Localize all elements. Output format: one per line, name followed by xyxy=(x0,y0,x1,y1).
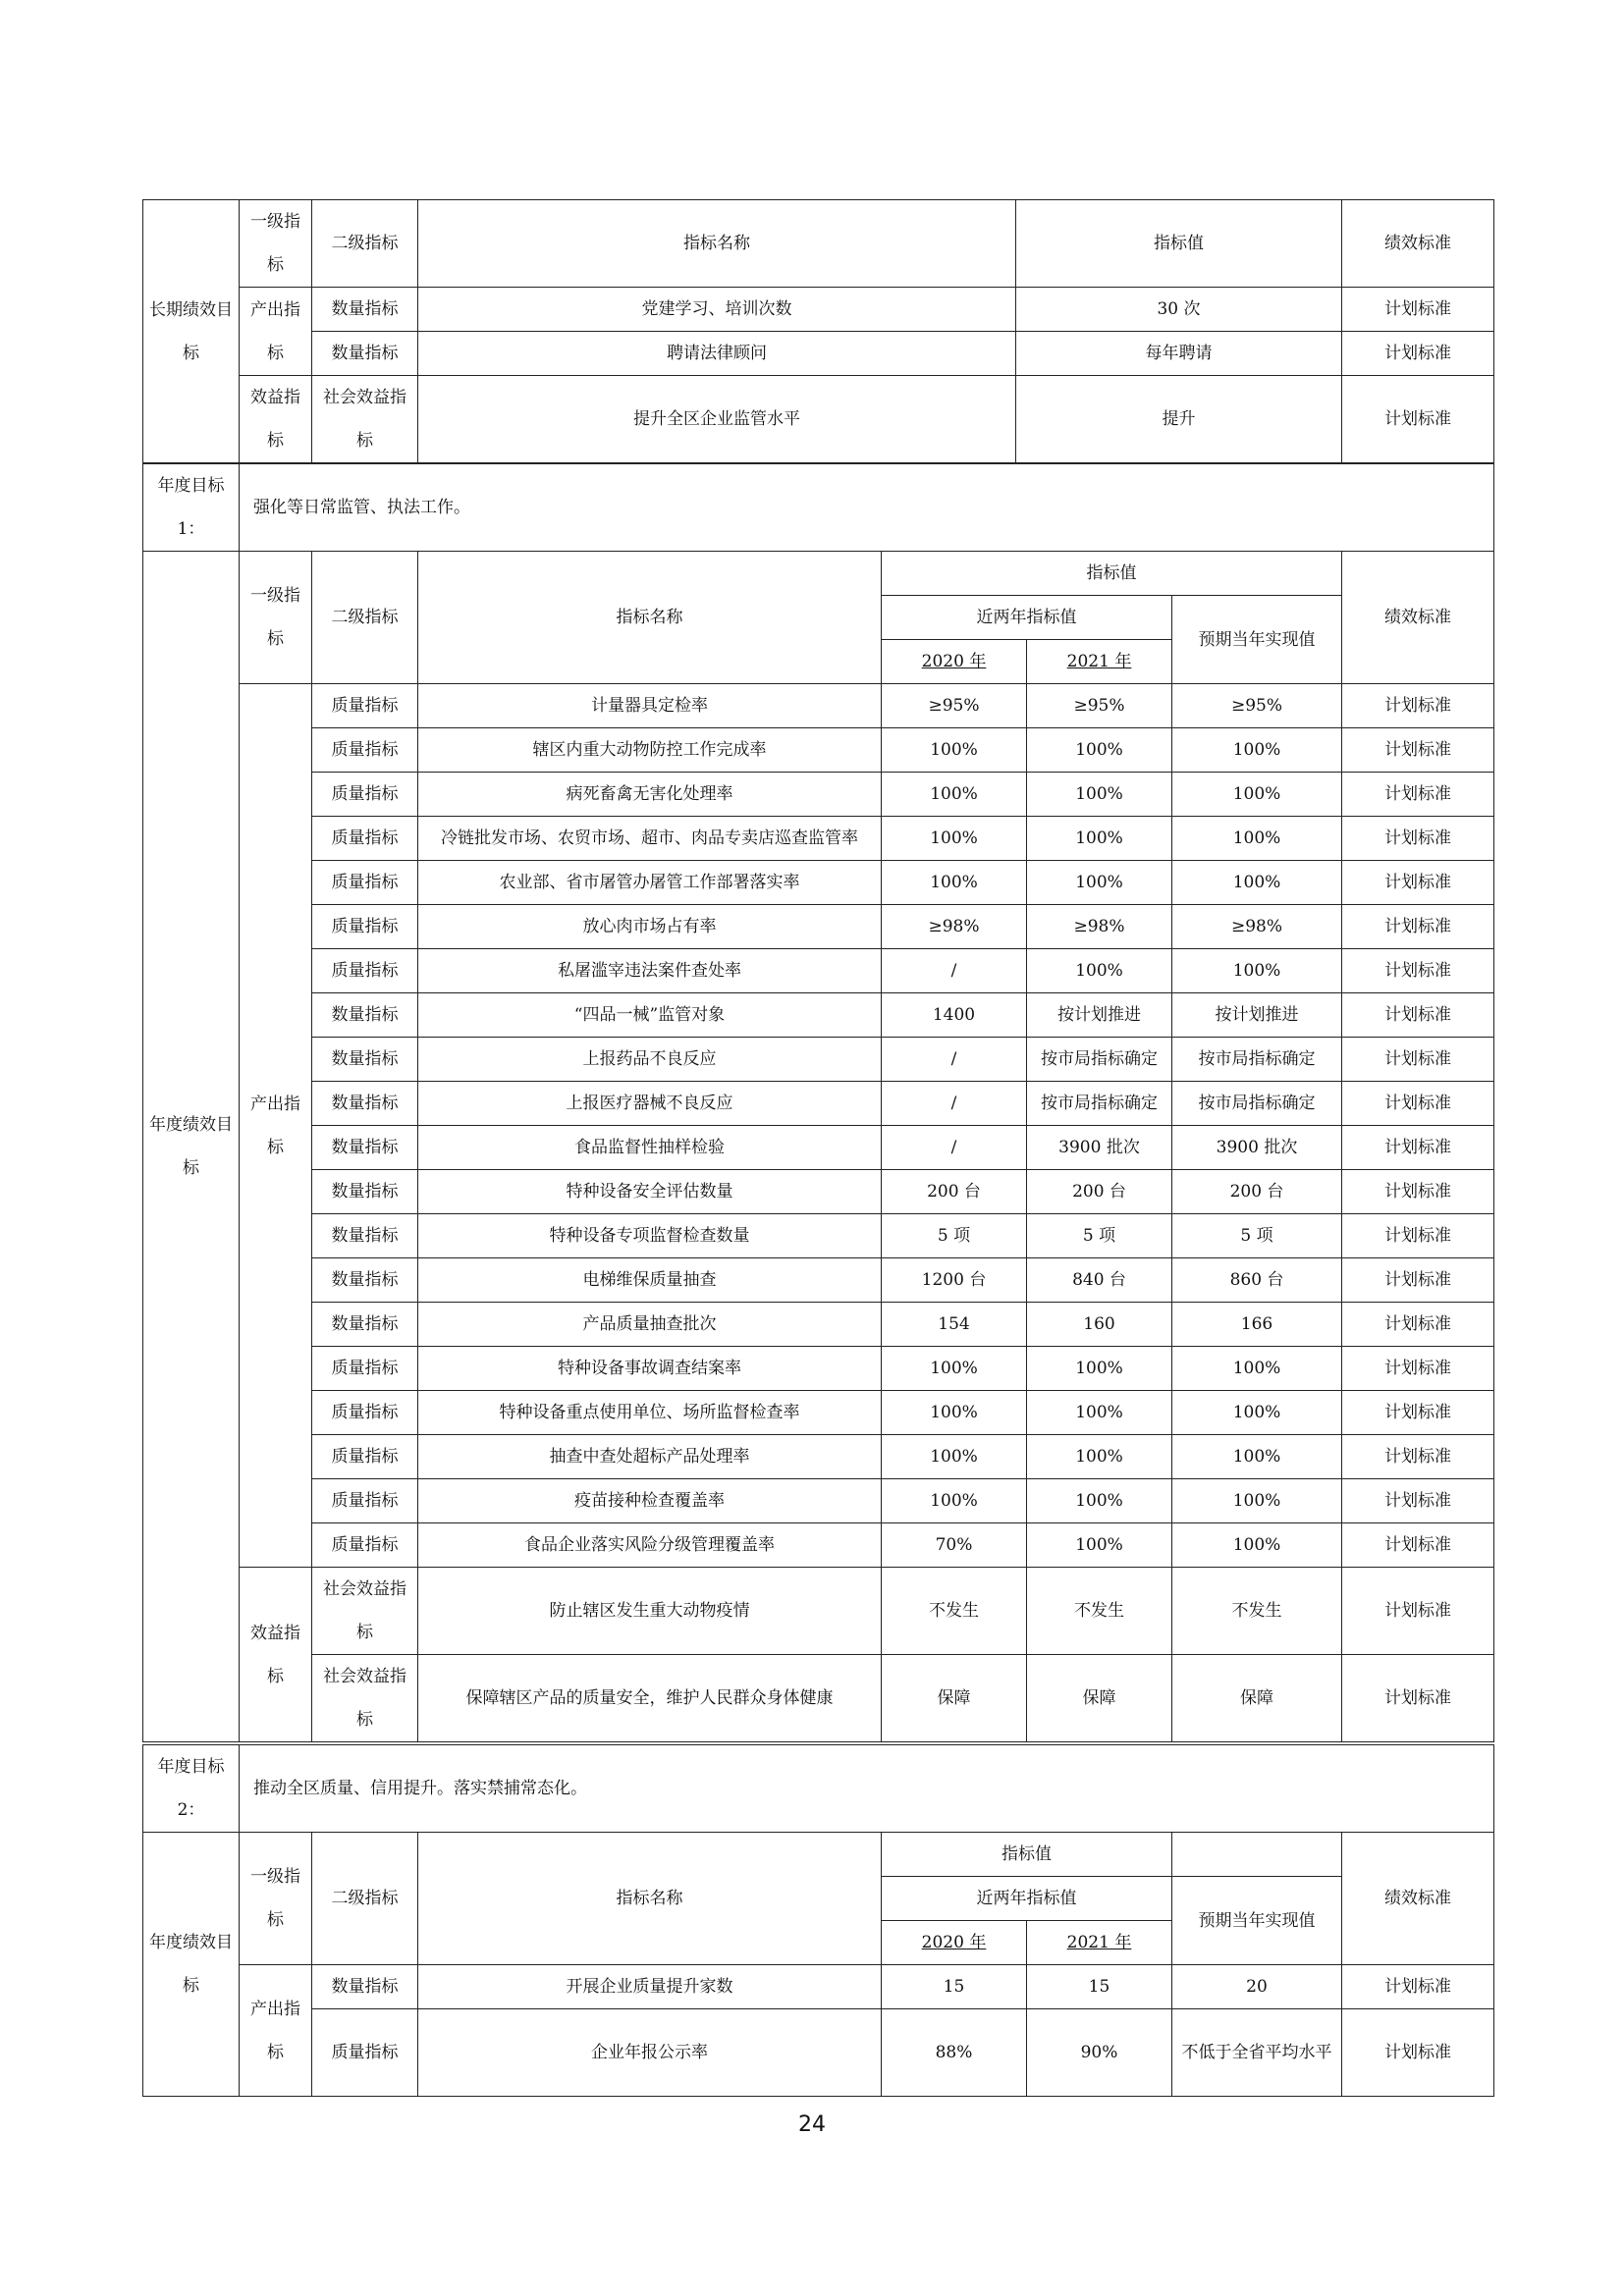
indicator-standard: 计划标准 xyxy=(1342,905,1494,949)
indicator-value: 每年聘请 xyxy=(1016,332,1342,376)
indicator-name: 上报医疗器械不良反应 xyxy=(418,1082,882,1126)
value-2021: ≥98% xyxy=(1027,905,1172,949)
level2-cell: 数量指标 xyxy=(312,1258,418,1303)
level2-cell: 数量指标 xyxy=(312,1170,418,1214)
value-2021: 3900 批次 xyxy=(1027,1126,1172,1170)
annual-goal-1-label: 年度目标 1： xyxy=(143,464,240,552)
indicator-standard: 计划标准 xyxy=(1342,773,1494,817)
value-2021: 15 xyxy=(1027,1965,1172,2009)
indicator-name: 防止辖区发生重大动物疫情 xyxy=(418,1568,882,1655)
value-2020: ≥95% xyxy=(882,684,1027,728)
level2-cell: 数量指标 xyxy=(312,1082,418,1126)
indicator-standard: 计划标准 xyxy=(1342,1347,1494,1391)
header-recent: 近两年指标值 xyxy=(882,596,1172,640)
level1-output: 产出指标 xyxy=(240,684,312,1568)
indicator-name: 冷链批发市场、农贸市场、超市、肉品专卖店巡查监管率 xyxy=(418,817,882,861)
indicator-standard: 计划标准 xyxy=(1342,1965,1494,2009)
indicator-standard: 计划标准 xyxy=(1342,1038,1494,1082)
value-2020: 100% xyxy=(882,1435,1027,1479)
level2-cell: 数量指标 xyxy=(312,1214,418,1258)
table-row xyxy=(143,1126,1494,1170)
header-name: 指标名称 xyxy=(418,552,882,684)
value-2020: 100% xyxy=(882,1347,1027,1391)
indicator-standard: 计划标准 xyxy=(1342,1258,1494,1303)
long-term-table xyxy=(142,199,1494,463)
level2-cell: 社会效益指标 xyxy=(312,1568,418,1655)
value-2021: 100% xyxy=(1027,1523,1172,1568)
value-2021: 100% xyxy=(1027,773,1172,817)
value-expected: 100% xyxy=(1172,1435,1342,1479)
value-expected: 不发生 xyxy=(1172,1568,1342,1655)
indicator-name: 提升全区企业监管水平 xyxy=(418,376,1016,463)
header-expected: 预期当年实现值 xyxy=(1172,1877,1342,1965)
indicator-standard: 计划标准 xyxy=(1342,1391,1494,1435)
header-value: 指标值 xyxy=(882,552,1342,596)
value-expected: 3900 批次 xyxy=(1172,1126,1342,1170)
annual-label: 年度绩效目标 xyxy=(143,1833,240,2097)
value-expected: 100% xyxy=(1172,1347,1342,1391)
header-name: 指标名称 xyxy=(418,1833,882,1965)
value-2020: 100% xyxy=(882,817,1027,861)
indicator-standard: 计划标准 xyxy=(1342,1214,1494,1258)
level2-cell: 数量指标 xyxy=(312,993,418,1038)
indicator-name: 私屠滥宰违法案件查处率 xyxy=(418,949,882,993)
value-2020: 保障 xyxy=(882,1655,1027,1742)
value-2021: 按市局指标确定 xyxy=(1027,1038,1172,1082)
indicator-name: 开展企业质量提升家数 xyxy=(418,1965,882,2009)
value-2020: / xyxy=(882,1082,1027,1126)
value-expected: 100% xyxy=(1172,817,1342,861)
header-expected: 预期当年实现值 xyxy=(1172,596,1342,684)
value-2021: 100% xyxy=(1027,949,1172,993)
annual-performance-table-2 xyxy=(142,1832,1494,2097)
header-level2: 二级指标 xyxy=(312,552,418,684)
indicator-name: 放心肉市场占有率 xyxy=(418,905,882,949)
table-row xyxy=(143,773,1494,817)
indicator-standard: 计划标准 xyxy=(1342,1655,1494,1742)
value-2020: 1200 台 xyxy=(882,1258,1027,1303)
value-2020: 100% xyxy=(882,728,1027,773)
indicator-name: 疫苗接种检查覆盖率 xyxy=(418,1479,882,1523)
indicator-standard: 计划标准 xyxy=(1342,861,1494,905)
indicator-name: 党建学习、培训次数 xyxy=(418,288,1016,332)
value-expected: 100% xyxy=(1172,861,1342,905)
value-2021: 100% xyxy=(1027,1391,1172,1435)
header-level2: 二级指标 xyxy=(312,200,418,288)
indicator-standard: 计划标准 xyxy=(1342,993,1494,1038)
table-row xyxy=(143,817,1494,861)
table-row xyxy=(143,684,1494,728)
value-2021: ≥95% xyxy=(1027,684,1172,728)
value-2021: 100% xyxy=(1027,728,1172,773)
value-2020: 15 xyxy=(882,1965,1027,2009)
level2-cell: 数量指标 xyxy=(312,1038,418,1082)
indicator-standard: 计划标准 xyxy=(1342,1568,1494,1655)
indicator-name: 特种设备事故调查结案率 xyxy=(418,1347,882,1391)
level2-cell: 数量指标 xyxy=(312,1126,418,1170)
annual-goal-2-label: 年度目标 2： xyxy=(143,1745,240,1833)
value-expected: 166 xyxy=(1172,1303,1342,1347)
value-2021: 160 xyxy=(1027,1303,1172,1347)
value-expected: 100% xyxy=(1172,1479,1342,1523)
level2-cell: 质量指标 xyxy=(312,1347,418,1391)
header-year-2021: 2021 年 xyxy=(1027,640,1172,684)
level1-output: 产出指标 xyxy=(240,1965,312,2097)
header-standard: 绩效标准 xyxy=(1342,1833,1494,1965)
value-2021: 按市局指标确定 xyxy=(1027,1082,1172,1126)
indicator-name: 保障辖区产品的质量安全，维护人民群众身体健康 xyxy=(418,1655,882,1742)
indicator-name: 产品质量抽查批次 xyxy=(418,1303,882,1347)
indicator-standard: 计划标准 xyxy=(1342,1523,1494,1568)
level2-cell: 质量指标 xyxy=(312,684,418,728)
indicator-standard: 计划标准 xyxy=(1342,1170,1494,1214)
indicator-name: 食品企业落实风险分级管理覆盖率 xyxy=(418,1523,882,1568)
header-value: 指标值 xyxy=(882,1833,1172,1877)
value-2020: 不发生 xyxy=(882,1568,1027,1655)
header-level1: 一级指标 xyxy=(240,200,312,288)
value-2021: 100% xyxy=(1027,1435,1172,1479)
annual-performance-table-1 xyxy=(142,551,1494,1742)
header-level2: 二级指标 xyxy=(312,1833,418,1965)
indicator-standard: 计划标准 xyxy=(1342,684,1494,728)
value-expected: 不低于全省平均水平 xyxy=(1172,2009,1342,2097)
table-row xyxy=(143,1655,1494,1742)
table-row xyxy=(143,1082,1494,1126)
header-name: 指标名称 xyxy=(418,200,1016,288)
indicator-standard: 计划标准 xyxy=(1342,1435,1494,1479)
table-row xyxy=(143,1170,1494,1214)
indicator-standard: 计划标准 xyxy=(1342,1479,1494,1523)
level1-benefit: 效益指标 xyxy=(240,1568,312,1742)
indicator-value: 提升 xyxy=(1016,376,1342,463)
header-year-2021: 2021 年 xyxy=(1027,1921,1172,1965)
header-value: 指标值 xyxy=(1016,200,1342,288)
value-2020: 100% xyxy=(882,773,1027,817)
page-number: 24 xyxy=(798,2112,826,2137)
table-row xyxy=(143,1391,1494,1435)
value-expected: 按市局指标确定 xyxy=(1172,1082,1342,1126)
header-year-2020: 2020 年 xyxy=(882,1921,1027,1965)
value-2020: 88% xyxy=(882,2009,1027,2097)
value-2020: 100% xyxy=(882,861,1027,905)
indicator-name: 病死畜禽无害化处理率 xyxy=(418,773,882,817)
indicator-name: 计量器具定检率 xyxy=(418,684,882,728)
value-2020: 1400 xyxy=(882,993,1027,1038)
table-row xyxy=(143,1214,1494,1258)
table-row xyxy=(143,1523,1494,1568)
value-2021: 100% xyxy=(1027,861,1172,905)
header-recent: 近两年指标值 xyxy=(882,1877,1172,1921)
value-expected: 100% xyxy=(1172,728,1342,773)
header-standard: 绩效标准 xyxy=(1342,552,1494,684)
value-expected: 按计划推进 xyxy=(1172,993,1342,1038)
value-expected: 100% xyxy=(1172,1523,1342,1568)
value-expected: 5 项 xyxy=(1172,1214,1342,1258)
value-2020: 154 xyxy=(882,1303,1027,1347)
level1-output: 产出指标 xyxy=(240,288,312,376)
header-level1: 一级指标 xyxy=(240,552,312,684)
level2-cell: 质量指标 xyxy=(312,1391,418,1435)
annual-goal-2-text: 推动全区质量、信用提升。落实禁捕常态化。 xyxy=(240,1745,1494,1833)
value-2020: 70% xyxy=(882,1523,1027,1568)
value-2021: 100% xyxy=(1027,1347,1172,1391)
indicator-name: “四品一械”监管对象 xyxy=(418,993,882,1038)
value-expected: ≥95% xyxy=(1172,684,1342,728)
level2-cell: 质量指标 xyxy=(312,728,418,773)
table-row xyxy=(143,728,1494,773)
value-2021: 100% xyxy=(1027,1479,1172,1523)
indicator-name: 企业年报公示率 xyxy=(418,2009,882,2097)
table-row xyxy=(143,905,1494,949)
table-row xyxy=(143,1038,1494,1082)
table-row xyxy=(143,1435,1494,1479)
indicator-value: 30 次 xyxy=(1016,288,1342,332)
value-2020: / xyxy=(882,949,1027,993)
indicator-standard: 计划标准 xyxy=(1342,817,1494,861)
table-row xyxy=(143,861,1494,905)
level2-cell: 质量指标 xyxy=(312,817,418,861)
level2-cell: 数量指标 xyxy=(312,1965,418,2009)
indicator-name: 食品监督性抽样检验 xyxy=(418,1126,882,1170)
level2-cell: 质量指标 xyxy=(312,773,418,817)
header-year-2020: 2020 年 xyxy=(882,640,1027,684)
value-2021: 100% xyxy=(1027,817,1172,861)
annual-goal-2-table xyxy=(142,1744,1494,1833)
level2-cell: 质量指标 xyxy=(312,2009,418,2097)
value-expected: 100% xyxy=(1172,773,1342,817)
indicator-standard: 计划标准 xyxy=(1342,332,1494,376)
header-level1: 一级指标 xyxy=(240,1833,312,1965)
indicator-standard: 计划标准 xyxy=(1342,288,1494,332)
value-2020: 200 台 xyxy=(882,1170,1027,1214)
value-expected: 860 台 xyxy=(1172,1258,1342,1303)
indicator-standard: 计划标准 xyxy=(1342,2009,1494,2097)
level2-cell: 社会效益指标 xyxy=(312,376,418,463)
indicator-name: 特种设备安全评估数量 xyxy=(418,1170,882,1214)
indicator-name: 电梯维保质量抽查 xyxy=(418,1258,882,1303)
value-2020: 5 项 xyxy=(882,1214,1027,1258)
long-term-label: 长期绩效目标 xyxy=(143,200,240,463)
value-2021: 不发生 xyxy=(1027,1568,1172,1655)
value-2021: 按计划推进 xyxy=(1027,993,1172,1038)
level2-cell: 数量指标 xyxy=(312,1303,418,1347)
annual-goal-1-text: 强化等日常监管、执法工作。 xyxy=(240,464,1494,552)
indicator-standard: 计划标准 xyxy=(1342,376,1494,463)
level2-cell: 质量指标 xyxy=(312,1435,418,1479)
table-row xyxy=(143,993,1494,1038)
header-blank xyxy=(1172,1833,1342,1877)
value-expected: 按市局指标确定 xyxy=(1172,1038,1342,1082)
annual-goal-1-table xyxy=(142,463,1494,552)
value-2020: ≥98% xyxy=(882,905,1027,949)
level1-benefit: 效益指标 xyxy=(240,376,312,463)
table-row xyxy=(143,1347,1494,1391)
indicator-name: 特种设备专项监督检查数量 xyxy=(418,1214,882,1258)
value-2021: 90% xyxy=(1027,2009,1172,2097)
level2-cell: 质量指标 xyxy=(312,861,418,905)
table-row xyxy=(143,1568,1494,1655)
header-standard: 绩效标准 xyxy=(1342,200,1494,288)
level2-cell: 社会效益指标 xyxy=(312,1655,418,1742)
level2-cell: 数量指标 xyxy=(312,332,418,376)
table-row xyxy=(143,1303,1494,1347)
value-2021: 保障 xyxy=(1027,1655,1172,1742)
value-expected: 20 xyxy=(1172,1965,1342,2009)
table-row xyxy=(143,1479,1494,1523)
level2-cell: 质量指标 xyxy=(312,1479,418,1523)
indicator-name: 上报药品不良反应 xyxy=(418,1038,882,1082)
value-expected: 100% xyxy=(1172,949,1342,993)
value-expected: ≥98% xyxy=(1172,905,1342,949)
indicator-name: 聘请法律顾问 xyxy=(418,332,1016,376)
value-expected: 100% xyxy=(1172,1391,1342,1435)
indicator-name: 辖区内重大动物防控工作完成率 xyxy=(418,728,882,773)
value-expected: 保障 xyxy=(1172,1655,1342,1742)
value-2021: 5 项 xyxy=(1027,1214,1172,1258)
level2-cell: 数量指标 xyxy=(312,288,418,332)
level2-cell: 质量指标 xyxy=(312,905,418,949)
indicator-name: 农业部、省市屠管办屠管工作部署落实率 xyxy=(418,861,882,905)
level2-cell: 质量指标 xyxy=(312,949,418,993)
level2-cell: 质量指标 xyxy=(312,1523,418,1568)
table-row xyxy=(143,949,1494,993)
value-expected: 200 台 xyxy=(1172,1170,1342,1214)
value-2021: 200 台 xyxy=(1027,1170,1172,1214)
indicator-standard: 计划标准 xyxy=(1342,1303,1494,1347)
table-row xyxy=(143,1258,1494,1303)
value-2020: / xyxy=(882,1126,1027,1170)
value-2021: 840 台 xyxy=(1027,1258,1172,1303)
indicator-standard: 计划标准 xyxy=(1342,1126,1494,1170)
value-2020: 100% xyxy=(882,1391,1027,1435)
value-2020: 100% xyxy=(882,1479,1027,1523)
indicator-standard: 计划标准 xyxy=(1342,949,1494,993)
indicator-name: 特种设备重点使用单位、场所监督检查率 xyxy=(418,1391,882,1435)
value-2020: / xyxy=(882,1038,1027,1082)
indicator-standard: 计划标准 xyxy=(1342,1082,1494,1126)
indicator-name: 抽查中查处超标产品处理率 xyxy=(418,1435,882,1479)
annual-label: 年度绩效目标 xyxy=(143,552,240,1742)
indicator-standard: 计划标准 xyxy=(1342,728,1494,773)
